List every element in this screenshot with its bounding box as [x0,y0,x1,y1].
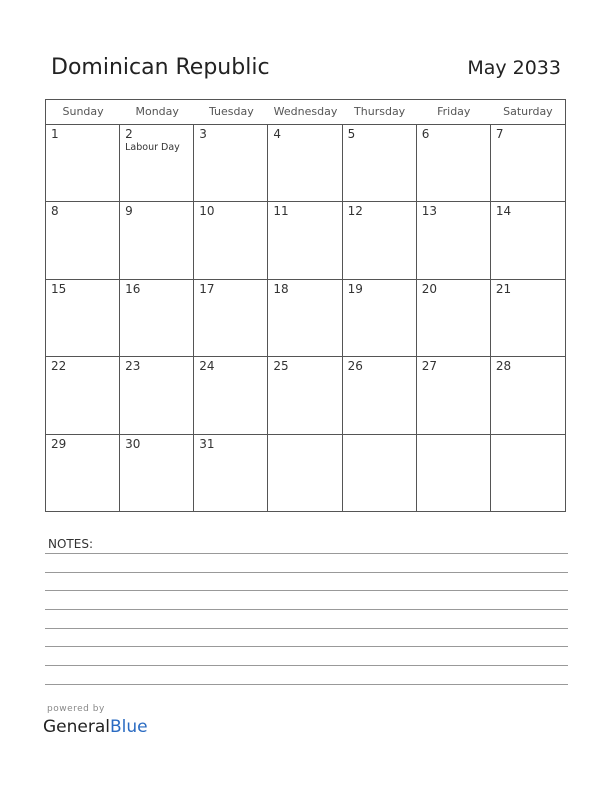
day-number: 10 [199,204,215,219]
day-cell [194,280,268,357]
day-number: 18 [273,281,289,296]
day-cell [46,280,120,357]
day-cell [194,125,268,202]
weekday-label: Saturday [503,105,553,118]
day-number: 28 [495,359,512,374]
day-number: 31 [199,436,215,451]
brand-blue: Blue [110,717,148,737]
day-number: 30 [125,436,141,451]
day-cell [343,357,417,434]
day-number: 27 [421,359,437,374]
day-cell [343,435,417,512]
day-number: 12 [347,204,363,219]
notes-line [45,572,568,573]
day-number: 11 [273,204,289,219]
notes-line [45,553,568,554]
weekday-label: Monday [135,105,179,118]
notes-line [45,646,568,647]
day-cell [46,202,120,279]
weekday-label: Thursday [354,105,406,118]
day-number: 24 [199,359,215,374]
notes-line [45,590,568,591]
day-number: 6 [421,127,430,141]
day-cell [194,435,268,512]
day-cell [120,125,194,202]
day-number: 1 [51,127,59,141]
day-number: 17 [199,281,215,296]
notes-line [45,609,568,610]
day-cell [491,280,565,357]
day-cell [268,435,342,512]
country-title: Dominican Republic [51,55,270,80]
day-cell [120,357,194,434]
day-number: 19 [347,281,363,296]
day-cell [268,202,342,279]
day-cell [194,202,268,279]
day-number: 26 [347,359,363,374]
brand-general: General [43,717,110,737]
day-cell [343,125,417,202]
weekday-label: Friday [437,105,471,118]
day-cell [120,280,194,357]
day-number: 22 [51,359,67,374]
day-number: 21 [495,281,512,296]
day-number: 7 [495,127,504,141]
day-cell [417,357,491,434]
day-number: 16 [125,281,141,296]
day-number: 13 [421,204,437,219]
holiday-label: Labour Day [125,142,180,153]
day-number: 4 [273,127,282,141]
day-number: 25 [273,359,289,374]
day-number: 29 [51,436,67,451]
weekday-label: Wednesday [273,105,338,118]
day-cell [46,435,120,512]
calendar-grid [45,99,566,512]
day-cell [268,125,342,202]
powered-by: powered by [47,704,105,714]
weekday-header [46,100,565,125]
day-cell [46,125,120,202]
day-cell [194,357,268,434]
month-year: May 2033 [467,57,561,79]
day-cell [343,280,417,357]
day-cell [417,202,491,279]
notes-line [45,684,568,685]
day-number: 2 [125,127,133,141]
notes-line [45,665,568,666]
notes-label: NOTES: [48,537,93,551]
day-cell [268,357,342,434]
day-number: 15 [51,281,67,296]
weekday-label: Tuesday [208,105,254,118]
day-cell [120,435,194,512]
day-cell [120,202,194,279]
day-number: 20 [421,281,437,296]
day-cell [491,202,565,279]
day-cell [491,357,565,434]
day-cells [46,125,565,512]
day-number: 14 [495,204,512,219]
day-number: 3 [199,127,207,141]
day-cell [417,125,491,202]
day-number: 8 [51,204,59,219]
day-cell [343,202,417,279]
day-cell [417,435,491,512]
day-cell [491,435,565,512]
day-number: 9 [125,204,133,219]
weekday-label: Sunday [62,105,104,118]
day-cell [491,125,565,202]
day-number: 23 [125,359,141,374]
day-number: 5 [347,127,356,141]
brand-logo [43,717,148,737]
day-cell [417,280,491,357]
day-cell [46,357,120,434]
notes-line [45,628,568,629]
day-cell [268,280,342,357]
